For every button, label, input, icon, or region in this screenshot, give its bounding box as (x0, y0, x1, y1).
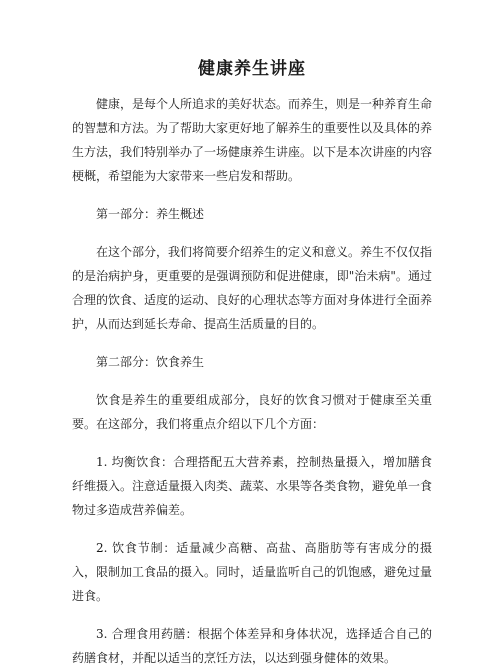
intro-paragraph: 健康，是每个人所追求的美好状态。而养生，则是一种养育生命的智慧和方法。为了帮助大家更好地了解养生的重要性以及具体的养生方法，我们特别举办了一场健康养生讲座。以下是本次讲座的内容梗概，希望能为大家带来一些启发和帮助。 (72, 97, 433, 183)
section-heading-part2: 第二部分：饮食养生 (96, 355, 205, 369)
page-title: 健康养生讲座 (198, 59, 306, 79)
list-item-1: 1. 均衡饮食：合理搭配五大营养素，控制热量摄入，增加膳食纤维摄入。注意适量摄入肉类、蔬菜、水果等各类食物，避免单一食物过多造成营养偏差。 (72, 455, 433, 517)
part2-paragraph: 饮食是养生的重要组成部分，良好的饮食习惯对于健康至关重要。在这部分，我们将重点介绍以下几个方面： (72, 393, 432, 431)
part1-paragraph: 在这个部分，我们将简要介绍养生的定义和意义。养生不仅仅指的是治病护身，更重要的是强调预防和促进健康，即"治未病"。通过合理的饮食、适度的运动、良好的心理状态等方面对身体进行全面养护，从而达到延长寿命、提高生活质量的目的。 (72, 245, 433, 331)
section-heading-part1: 第一部分：养生概述 (96, 207, 205, 221)
list-item-3: 3. 合理食用药膳：根据个体差异和身体状况，选择适合自己的药膳食材，并配以适当的烹饪方法，以达到强身健体的效果。 (72, 627, 432, 665)
list-item-2: 2. 饮食节制：适量减少高糖、高盐、高脂肪等有害成分的摄入，限制加工食品的摄入。同时，适量监听自己的饥饱感，避免过量进食。 (72, 541, 433, 603)
